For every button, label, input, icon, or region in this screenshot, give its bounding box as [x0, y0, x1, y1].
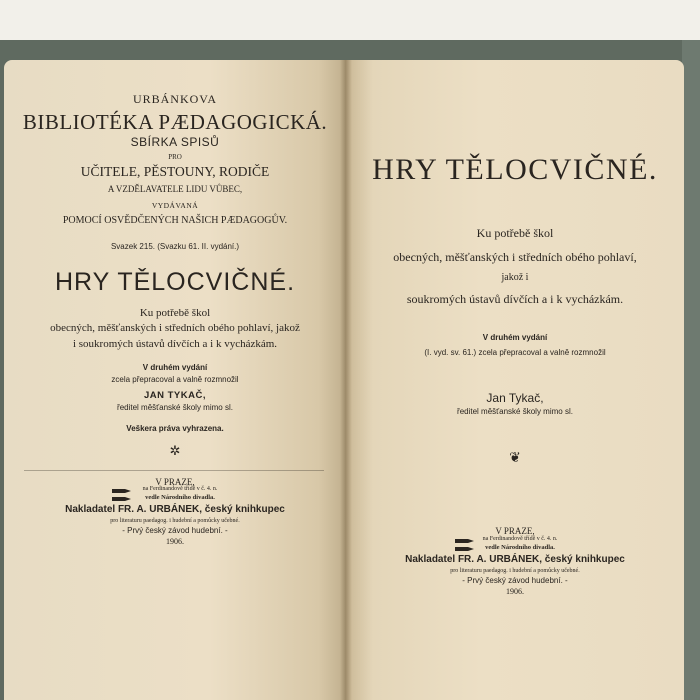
subtitle-line-1: Ku potřebě škol — [139, 307, 211, 319]
book-gutter — [340, 60, 352, 700]
edition-label: V druhém vydání — [142, 363, 208, 372]
subtitle-line-3: i soukromých ústavů dívčích a i k vycházkám. — [72, 338, 278, 350]
right-page — [346, 60, 684, 700]
edition-note: (I. vyd. sv. 61.) zcela přepracoval a valně rozmnožil — [424, 348, 606, 357]
year: 1906. — [166, 537, 184, 546]
author-role: ředitel měšťanské školy mimo sl. — [117, 403, 233, 412]
subtitle-line-1: Ku potřebě škol — [476, 226, 554, 240]
address-line-2: vedle Národního divadla. — [145, 494, 215, 501]
author-name: JAN TYKAČ, — [143, 390, 206, 401]
issued-by: POMOCÍ OSVĚDČENÝCH NAŠICH PÆDAGOGŮV. — [62, 215, 288, 226]
publisher-name: Nakladatel FR. A. URBÁNEK, český knihkupec — [65, 504, 285, 515]
address-line-1: na Ferdinandově třídě v č. 4. n. — [142, 486, 218, 492]
publisher-note-2: - Prvý český závod hudební. - — [462, 576, 568, 585]
author-name: Jan Tykač, — [486, 391, 544, 405]
subtitle-line-4: soukromých ústavů dívčích a i k vycházkám. — [406, 292, 624, 306]
rights-notice: Veškera práva vyhrazena. — [126, 424, 224, 433]
year: 1906. — [506, 587, 524, 596]
publisher-note-2: - Prvý český závod hudební. - — [122, 526, 228, 535]
edition-label: V druhém vydání — [482, 333, 548, 342]
publisher-series: URBÁNKOVA — [132, 92, 218, 106]
issued-label: VYDÁVANÁ — [151, 201, 199, 210]
flower-ornament-icon: ❦ — [509, 451, 521, 466]
address-line-1: na Ferdinandově třídě v č. 4. n. — [482, 536, 558, 542]
flower-ornament-icon: ✲ — [169, 443, 181, 458]
author-role: ředitel měšťanské školy mimo sl. — [457, 407, 573, 416]
subtitle-line-2: obecných, měšťanských i středních obého pohlaví, jakož — [50, 322, 300, 334]
book-title: HRY TĚLOCVIČNÉ. — [54, 268, 296, 296]
subtitle-line-3: jakož i — [501, 272, 529, 283]
library-title: BIBLIOTÉKA PÆDAGOGICKÁ. — [22, 110, 328, 134]
place: V PRAZE, — [495, 526, 535, 536]
book-cover-edge — [682, 40, 700, 700]
audience: UČITELE, PĚSTOUNY, RODIČE — [80, 164, 270, 179]
audience-2: A VZDĚLAVATELE LIDU VŮBEC, — [107, 184, 243, 194]
for-label: PRO — [168, 153, 182, 161]
address-line-2: vedle Národního divadla. — [485, 544, 555, 551]
subtitle-line-2: obecných, měšťanských i středních obého pohlaví, — [393, 250, 637, 264]
place: V PRAZE, — [155, 477, 195, 487]
volume-info: Svazek 215. (Svazku 61. II. vydání.) — [110, 242, 240, 251]
publisher-name: Nakladatel FR. A. URBÁNEK, český knihkupec — [405, 554, 625, 565]
book-title: HRY TĚLOCVIČNÉ. — [372, 153, 658, 186]
edition-note: zcela přepracoval a valně rozmnožil — [111, 375, 239, 384]
collection-label: SBÍRKA SPISŮ — [130, 135, 220, 149]
left-page — [4, 60, 346, 700]
publisher-note-1: pro literaturu paedagog. i hudební a pomůcky učebné. — [110, 518, 240, 524]
publisher-note-1: pro literaturu paedagog. i hudební a pomůcky učebné. — [450, 568, 580, 574]
